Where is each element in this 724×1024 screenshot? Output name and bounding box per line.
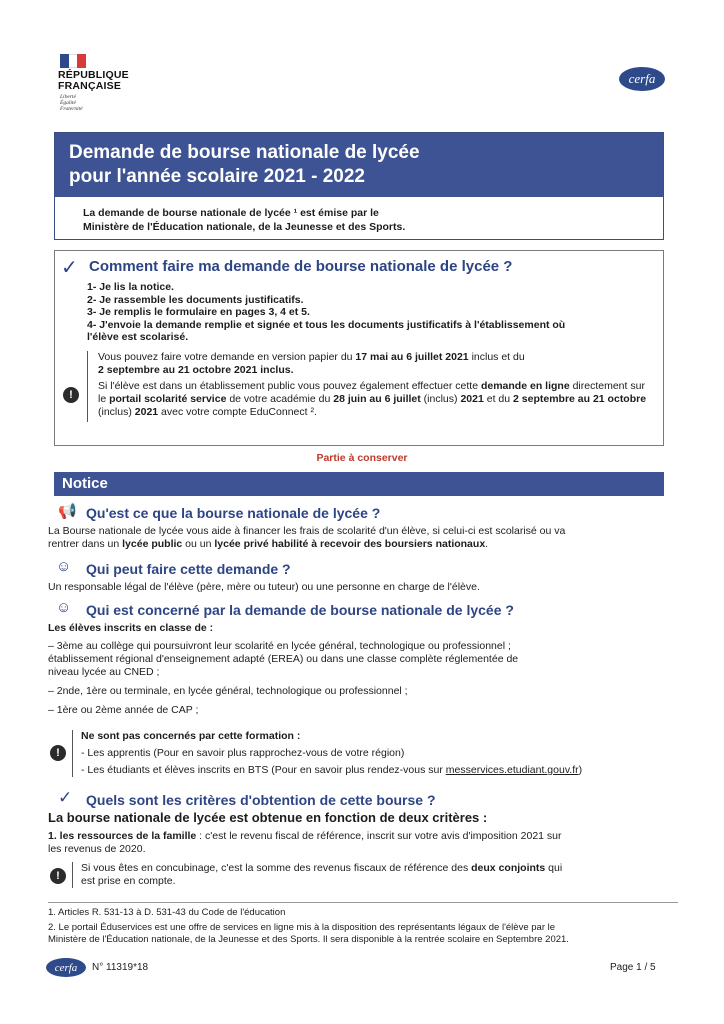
s3-list (48, 640, 688, 717)
list-item: établissement régional d'enseignement adapté (EREA) ou dans une classe complète réglementée de (48, 653, 519, 665)
title-block (54, 132, 664, 240)
motto: Liberté Égalité Fraternité (60, 94, 83, 112)
s4-heading: Quels sont les critères d'obtention de cette bourse ? (86, 792, 436, 808)
list-item: – 1ère ou 2ème année de CAP ; (48, 704, 199, 716)
step-4: 4- J'envoie la demande remplie et signée et tous les documents justificatifs à l'établissement où (87, 318, 566, 331)
messervices-link[interactable]: messervices.etudiant.gouv.fr (445, 764, 579, 776)
how-notes (87, 351, 647, 422)
steps-list (87, 281, 647, 344)
check-pen-icon: ✓ (61, 257, 78, 279)
republique-francaise-logo: RÉPUBLIQUE FRANÇAISE (58, 69, 129, 92)
cerfa-number: N° 11319*18 (92, 962, 149, 973)
note-online: Si l'élève est dans un établissement public vous pouvez également effectuer cette demande en ligne directement sur le portail scolarité service de votre académie du 28 juin au 6 juillet (inclus) 2021 et du 2 septembre au 21 octobre (inclus) 2021 avec votre compte EduConnect ². (98, 380, 647, 418)
s3-heading: Qui est concerné par la demande de bourse nationale de lycée ? (86, 602, 514, 618)
step-1: 1- Je lis la notice. (87, 281, 174, 293)
s2-heading: Qui peut faire cette demande ? (86, 561, 291, 577)
cerfa-logo: cerfa (619, 67, 665, 91)
note-paper: Vous pouvez faire votre demande en version papier du 17 mai au 6 juillet 2021 inclus et du 2 septembre au 21 octobre 2021 inclus. (98, 351, 525, 376)
step-4-cont: l'élève est scolarisé. (87, 331, 189, 343)
list-item: niveau lycée au CNED ; (48, 666, 160, 678)
cerfa-logo: cerfa (46, 958, 86, 977)
people-icon: ☺ (56, 599, 72, 616)
page-title: Demande de bourse nationale de lycée pour l'année scolaire 2021 - 2022 (69, 142, 420, 187)
s1-heading: Qu'est ce que la bourse nationale de lycée ? (86, 505, 381, 521)
footnote-1: 1. Articles R. 531-13 à D. 531-43 du Code de l'éducation (48, 907, 286, 918)
s2-text: Un responsable légal de l'élève (père, mère ou tuteur) ou une personne en charge de l'élève. (48, 581, 480, 593)
footnote-divider (48, 902, 678, 903)
how-to-box (54, 250, 664, 446)
title-band (55, 133, 663, 197)
title-subtitle: La demande de bourse nationale de lycée ¹ est émise par le Ministère de l'Éducation nationale, de la Jeunesse et des Sports. (83, 207, 406, 233)
s4-note: Si vous êtes en concubinage, c'est la somme des revenus fiscaux de référence des deux conjoints qui est prise en compte. (72, 862, 692, 888)
alert-icon: ! (50, 868, 66, 884)
french-flag-icon (60, 54, 86, 68)
step-2: 2- Je rassemble les documents justificatifs. (87, 293, 304, 306)
notice-header: Notice (54, 472, 664, 496)
s4-criterion-1: 1. les ressources de la famille : c'est le revenu fiscal de référence, inscrit sur votre avis d'imposition 2021 sur les revenus de 2020. (48, 830, 562, 855)
s1-text: La Bourse nationale de lycée vous aide à financer les frais de scolarité d'un élève, si celui-ci est scolarisé ou va rentrer dans un lycée public ou un lycée privé habilité à recevoir des boursiers nationaux. (48, 525, 566, 550)
check-pen-icon: ✓ (58, 788, 73, 807)
s3-intro: Les élèves inscrits en classe de : (48, 622, 214, 634)
alert-icon: ! (50, 745, 66, 761)
s4-subheading: La bourse nationale de lycée est obtenue en fonction de deux critères : (48, 810, 488, 825)
footnote-2: 2. Le portail Éduservices est une offre de services en ligne mis à la disposition des représentants légaux de l'élève par le Ministère de l'Éducation nationale, de la Jeunesse et des Sports. Il sera disponible à la rentrée scolaire en Septembre 2021. (48, 922, 569, 945)
alert-icon: ! (63, 387, 79, 403)
step-3: 3- Je remplis le formulaire en pages 3, 4 et 5. (87, 306, 310, 318)
how-heading: Comment faire ma demande de bourse nationale de lycée ? (89, 258, 513, 275)
list-item: – 3ème au collège qui poursuivront leur scolarité en lycée général, technologique ou professionnel ; (48, 640, 511, 652)
list-item: – 2nde, 1ère ou terminale, en lycée général, technologique ou professionnel ; (48, 685, 408, 697)
keep-label: Partie à conserver (316, 452, 408, 464)
megaphone-icon: 📢 (58, 503, 77, 520)
person-icon: ☺ (56, 558, 72, 575)
page-number: Page 1 / 5 (610, 962, 656, 973)
s3-exclusions: Ne sont pas concernés par cette formation : - Les apprentis (Pour en savoir plus rapprochez-vous de votre région) - Les étudiants et élèves inscrits en BTS (Pour en savoir plus rendez-vous sur messervices.etudiant.gouv.fr) (72, 730, 692, 777)
